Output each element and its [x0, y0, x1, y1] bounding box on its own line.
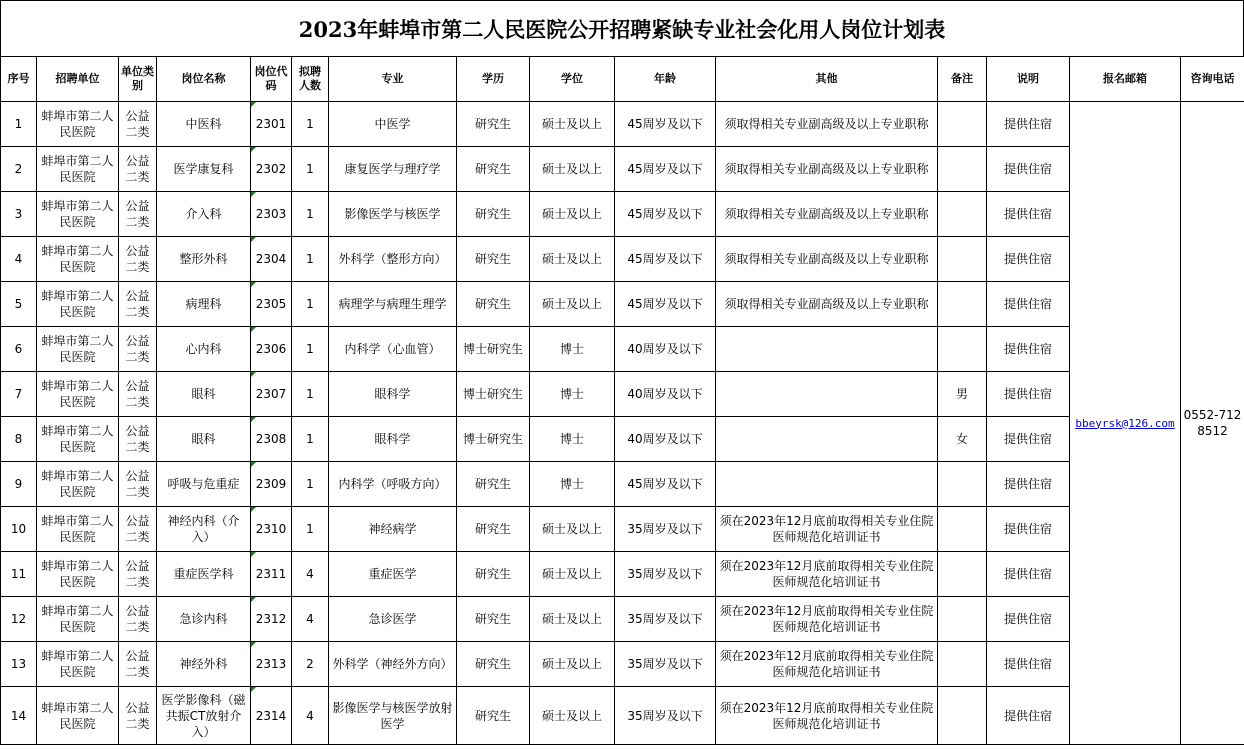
- cell-degree: 硕士及以上: [530, 642, 615, 687]
- cell-note: [938, 282, 987, 327]
- cell-unit: 蚌埠市第二人民医院: [37, 372, 119, 417]
- cell-age: 45周岁及以下: [615, 102, 716, 147]
- cell-description: 提供住宿: [987, 102, 1070, 147]
- cell-other: [716, 327, 938, 372]
- cell-category: 公益二类: [119, 372, 157, 417]
- cell-category: 公益二类: [119, 282, 157, 327]
- cell-description: 提供住宿: [987, 462, 1070, 507]
- cell-code: 2306: [251, 327, 292, 372]
- cell-major: 康复医学与理疗学: [329, 147, 457, 192]
- cell-no: 7: [1, 372, 37, 417]
- table-row: [1, 327, 1244, 372]
- cell-count: 1: [292, 462, 329, 507]
- table-row: [1, 102, 1244, 147]
- cell-category: 公益二类: [119, 102, 157, 147]
- table-row: [1, 372, 1244, 417]
- cell-age: 45周岁及以下: [615, 282, 716, 327]
- cell-degree: 硕士及以上: [530, 192, 615, 237]
- cell-major: 影像医学与核医学: [329, 192, 457, 237]
- cell-category: 公益二类: [119, 327, 157, 372]
- cell-other: [716, 372, 938, 417]
- header-category: 单位类别: [119, 57, 157, 102]
- page-title: 2023年蚌埠市第二人民医院公开招聘紧缺专业社会化用人岗位计划表: [0, 0, 1244, 57]
- cell-education: 研究生: [457, 237, 530, 282]
- table-row: [1, 237, 1244, 282]
- cell-education: 博士研究生: [457, 327, 530, 372]
- cell-major: 神经病学: [329, 507, 457, 552]
- cell-note: [938, 642, 987, 687]
- cell-code: 2307: [251, 372, 292, 417]
- cell-unit: 蚌埠市第二人民医院: [37, 102, 119, 147]
- cell-unit: 蚌埠市第二人民医院: [37, 327, 119, 372]
- cell-count: 4: [292, 687, 329, 745]
- cell-unit: 蚌埠市第二人民医院: [37, 192, 119, 237]
- cell-code: 2305: [251, 282, 292, 327]
- cell-major: 病理学与病理生理学: [329, 282, 457, 327]
- cell-major: 内科学（呼吸方向）: [329, 462, 457, 507]
- cell-category: 公益二类: [119, 417, 157, 462]
- cell-position: 眼科: [157, 372, 251, 417]
- cell-position: 介入科: [157, 192, 251, 237]
- cell-position: 眼科: [157, 417, 251, 462]
- cell-other: 须取得相关专业副高级及以上专业职称: [716, 102, 938, 147]
- cell-unit: 蚌埠市第二人民医院: [37, 687, 119, 745]
- header-phone: 咨询电话: [1181, 57, 1244, 102]
- cell-other: 须取得相关专业副高级及以上专业职称: [716, 192, 938, 237]
- cell-note: [938, 102, 987, 147]
- cell-education: 研究生: [457, 282, 530, 327]
- cell-education: 研究生: [457, 462, 530, 507]
- cell-other: 须在2023年12月底前取得相关专业住院医师规范化培训证书: [716, 642, 938, 687]
- cell-other: 须取得相关专业副高级及以上专业职称: [716, 147, 938, 192]
- cell-major: 内科学（心血管）: [329, 327, 457, 372]
- cell-other: [716, 417, 938, 462]
- cell-education: 研究生: [457, 507, 530, 552]
- cell-category: 公益二类: [119, 687, 157, 745]
- cell-category: 公益二类: [119, 507, 157, 552]
- cell-major: 眼科学: [329, 372, 457, 417]
- cell-count: 4: [292, 597, 329, 642]
- phone-cell: 0552-7128512: [1181, 102, 1244, 745]
- cell-degree: 博士: [530, 372, 615, 417]
- cell-count: 1: [292, 282, 329, 327]
- cell-education: 研究生: [457, 552, 530, 597]
- cell-education: 研究生: [457, 597, 530, 642]
- cell-code: 2301: [251, 102, 292, 147]
- cell-category: 公益二类: [119, 642, 157, 687]
- cell-code: 2303: [251, 192, 292, 237]
- header-position: 岗位名称: [157, 57, 251, 102]
- cell-education: 博士研究生: [457, 372, 530, 417]
- cell-position: 神经内科（介入）: [157, 507, 251, 552]
- cell-unit: 蚌埠市第二人民医院: [37, 597, 119, 642]
- cell-description: 提供住宿: [987, 687, 1070, 745]
- cell-description: 提供住宿: [987, 597, 1070, 642]
- cell-category: 公益二类: [119, 597, 157, 642]
- cell-other: 须取得相关专业副高级及以上专业职称: [716, 237, 938, 282]
- cell-unit: 蚌埠市第二人民医院: [37, 237, 119, 282]
- table-row: [1, 462, 1244, 507]
- email-link[interactable]: bbeyrsk@126.com: [1075, 416, 1175, 430]
- cell-count: 4: [292, 552, 329, 597]
- cell-count: 1: [292, 327, 329, 372]
- cell-no: 5: [1, 282, 37, 327]
- recruitment-table: [0, 56, 1244, 745]
- cell-position: 重症医学科: [157, 552, 251, 597]
- cell-major: 重症医学: [329, 552, 457, 597]
- cell-description: 提供住宿: [987, 642, 1070, 687]
- cell-age: 40周岁及以下: [615, 327, 716, 372]
- cell-education: 研究生: [457, 192, 530, 237]
- cell-description: 提供住宿: [987, 417, 1070, 462]
- cell-unit: 蚌埠市第二人民医院: [37, 282, 119, 327]
- cell-degree: 硕士及以上: [530, 597, 615, 642]
- cell-other: 须在2023年12月底前取得相关专业住院医师规范化培训证书: [716, 507, 938, 552]
- cell-other: 须在2023年12月底前取得相关专业住院医师规范化培训证书: [716, 552, 938, 597]
- cell-age: 40周岁及以下: [615, 372, 716, 417]
- cell-age: 35周岁及以下: [615, 552, 716, 597]
- cell-age: 40周岁及以下: [615, 417, 716, 462]
- cell-degree: 博士: [530, 327, 615, 372]
- cell-no: 11: [1, 552, 37, 597]
- cell-unit: 蚌埠市第二人民医院: [37, 462, 119, 507]
- cell-no: 10: [1, 507, 37, 552]
- header-unit: 招聘单位: [37, 57, 119, 102]
- cell-note: [938, 192, 987, 237]
- cell-no: 8: [1, 417, 37, 462]
- cell-degree: 硕士及以上: [530, 237, 615, 282]
- table-row: [1, 507, 1244, 552]
- cell-code: 2313: [251, 642, 292, 687]
- cell-note: 女: [938, 417, 987, 462]
- header-major: 专业: [329, 57, 457, 102]
- cell-major: 外科学（整形方向）: [329, 237, 457, 282]
- cell-degree: 博士: [530, 417, 615, 462]
- cell-note: [938, 237, 987, 282]
- header-description: 说明: [987, 57, 1070, 102]
- cell-age: 45周岁及以下: [615, 237, 716, 282]
- cell-code: 2308: [251, 417, 292, 462]
- cell-education: 研究生: [457, 642, 530, 687]
- cell-no: 6: [1, 327, 37, 372]
- cell-note: [938, 327, 987, 372]
- cell-age: 35周岁及以下: [615, 597, 716, 642]
- cell-other: 须取得相关专业副高级及以上专业职称: [716, 282, 938, 327]
- cell-note: 男: [938, 372, 987, 417]
- header-row: [1, 57, 1244, 102]
- cell-code: 2302: [251, 147, 292, 192]
- cell-position: 神经外科: [157, 642, 251, 687]
- cell-degree: 硕士及以上: [530, 507, 615, 552]
- cell-degree: 硕士及以上: [530, 687, 615, 745]
- table-row: [1, 192, 1244, 237]
- cell-position: 病理科: [157, 282, 251, 327]
- cell-unit: 蚌埠市第二人民医院: [37, 642, 119, 687]
- cell-code: 2309: [251, 462, 292, 507]
- cell-description: 提供住宿: [987, 372, 1070, 417]
- cell-note: [938, 552, 987, 597]
- cell-education: 博士研究生: [457, 417, 530, 462]
- email-cell: [1070, 102, 1181, 745]
- cell-age: 35周岁及以下: [615, 507, 716, 552]
- cell-position: 医学康复科: [157, 147, 251, 192]
- cell-age: 45周岁及以下: [615, 192, 716, 237]
- header-no: 序号: [1, 57, 37, 102]
- cell-note: [938, 147, 987, 192]
- cell-count: 1: [292, 102, 329, 147]
- cell-category: 公益二类: [119, 147, 157, 192]
- cell-no: 12: [1, 597, 37, 642]
- cell-major: 急诊医学: [329, 597, 457, 642]
- cell-category: 公益二类: [119, 462, 157, 507]
- cell-major: 眼科学: [329, 417, 457, 462]
- cell-major: 外科学（神经外方向）: [329, 642, 457, 687]
- table-row: [1, 147, 1244, 192]
- cell-position: 急诊内科: [157, 597, 251, 642]
- cell-category: 公益二类: [119, 192, 157, 237]
- header-code: 岗位代码: [251, 57, 292, 102]
- cell-category: 公益二类: [119, 237, 157, 282]
- header-count: 拟聘人数: [292, 57, 329, 102]
- cell-degree: 硕士及以上: [530, 552, 615, 597]
- cell-education: 研究生: [457, 687, 530, 745]
- cell-other: 须在2023年12月底前取得相关专业住院医师规范化培训证书: [716, 597, 938, 642]
- cell-count: 1: [292, 192, 329, 237]
- cell-description: 提供住宿: [987, 237, 1070, 282]
- cell-description: 提供住宿: [987, 192, 1070, 237]
- table-row: [1, 642, 1244, 687]
- cell-no: 9: [1, 462, 37, 507]
- table-body: [1, 102, 1244, 745]
- cell-age: 45周岁及以下: [615, 462, 716, 507]
- cell-major: 影像医学与核医学放射医学: [329, 687, 457, 745]
- cell-no: 14: [1, 687, 37, 745]
- cell-code: 2311: [251, 552, 292, 597]
- table-row: [1, 552, 1244, 597]
- table-row: [1, 687, 1244, 745]
- cell-age: 45周岁及以下: [615, 147, 716, 192]
- cell-no: 1: [1, 102, 37, 147]
- cell-code: 2304: [251, 237, 292, 282]
- cell-unit: 蚌埠市第二人民医院: [37, 507, 119, 552]
- cell-major: 中医学: [329, 102, 457, 147]
- cell-description: 提供住宿: [987, 147, 1070, 192]
- cell-count: 1: [292, 507, 329, 552]
- cell-count: 1: [292, 417, 329, 462]
- cell-position: 心内科: [157, 327, 251, 372]
- cell-description: 提供住宿: [987, 507, 1070, 552]
- table-row: [1, 282, 1244, 327]
- cell-no: 3: [1, 192, 37, 237]
- header-note: 备注: [938, 57, 987, 102]
- header-other: 其他: [716, 57, 938, 102]
- cell-note: [938, 687, 987, 745]
- header-degree: 学位: [530, 57, 615, 102]
- cell-position: 整形外科: [157, 237, 251, 282]
- cell-description: 提供住宿: [987, 552, 1070, 597]
- cell-description: 提供住宿: [987, 282, 1070, 327]
- cell-degree: 硕士及以上: [530, 102, 615, 147]
- cell-education: 研究生: [457, 147, 530, 192]
- cell-count: 1: [292, 237, 329, 282]
- cell-no: 13: [1, 642, 37, 687]
- cell-no: 4: [1, 237, 37, 282]
- header-age: 年龄: [615, 57, 716, 102]
- cell-category: 公益二类: [119, 552, 157, 597]
- cell-description: 提供住宿: [987, 327, 1070, 372]
- cell-unit: 蚌埠市第二人民医院: [37, 147, 119, 192]
- header-education: 学历: [457, 57, 530, 102]
- cell-other: 须在2023年12月底前取得相关专业住院医师规范化培训证书: [716, 687, 938, 745]
- table-row: [1, 417, 1244, 462]
- cell-code: 2314: [251, 687, 292, 745]
- cell-note: [938, 597, 987, 642]
- header-email: 报名邮箱: [1070, 57, 1181, 102]
- cell-count: 2: [292, 642, 329, 687]
- cell-code: 2310: [251, 507, 292, 552]
- table-row: [1, 597, 1244, 642]
- cell-age: 35周岁及以下: [615, 687, 716, 745]
- cell-unit: 蚌埠市第二人民医院: [37, 417, 119, 462]
- cell-position: 医学影像科（磁共振CT放射介入）: [157, 687, 251, 745]
- cell-unit: 蚌埠市第二人民医院: [37, 552, 119, 597]
- cell-position: 呼吸与危重症: [157, 462, 251, 507]
- cell-education: 研究生: [457, 102, 530, 147]
- cell-count: 1: [292, 372, 329, 417]
- cell-degree: 硕士及以上: [530, 147, 615, 192]
- cell-other: [716, 462, 938, 507]
- cell-no: 2: [1, 147, 37, 192]
- cell-count: 1: [292, 147, 329, 192]
- cell-position: 中医科: [157, 102, 251, 147]
- cell-age: 35周岁及以下: [615, 642, 716, 687]
- cell-degree: 硕士及以上: [530, 282, 615, 327]
- cell-degree: 博士: [530, 462, 615, 507]
- cell-note: [938, 462, 987, 507]
- cell-note: [938, 507, 987, 552]
- cell-code: 2312: [251, 597, 292, 642]
